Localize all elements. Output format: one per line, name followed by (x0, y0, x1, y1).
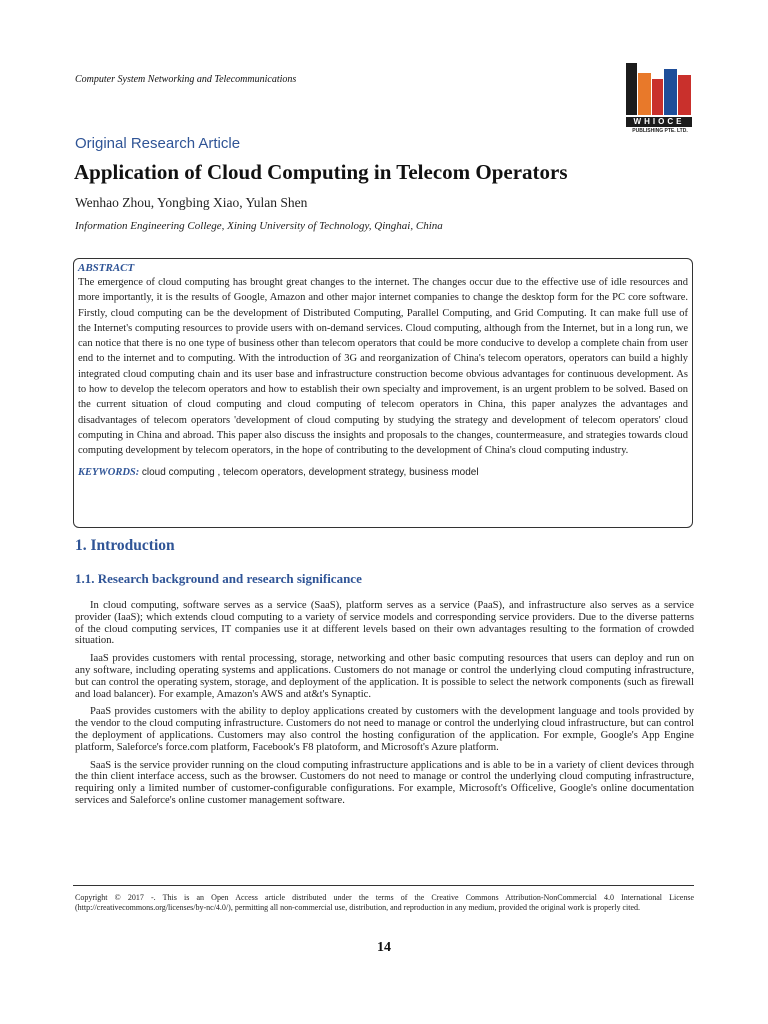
article-title: Application of Cloud Computing in Telecom Operators (74, 160, 568, 184)
paragraph: IaaS provides customers with rental processing, storage, networking and other basic computing resources that users can deploy and run on any software, including operating systems and applications. Customers do not manage or control the underlying cloud computing infrastructure, but can control the operating system, storage, and deployment of the application. It is possible to select the network components (such as firewall and load balancer). For example, Amazon's AWS and at&t's Synaptic. (75, 653, 694, 700)
section-heading-introduction: 1. Introduction (75, 537, 175, 554)
keywords (78, 466, 688, 479)
copyright-notice: Copyright © 2017 -. This is an Open Access article distributed under the terms of the Creative Commons Attribution-NonCommercial 4.0 International License (http://creativecommons.org/licenses/by-nc/4.0/), permitting all non-commercial use, distribution, and reproduction in any medium, provided the original work is properly cited. (75, 893, 694, 913)
subsection-heading: 1.1. Research background and research significance (75, 571, 362, 586)
paragraph: PaaS provides customers with the ability to deploy applications created by customers with the development language and tools provided by the vendor to the cloud computing infrastructure. Customers do not need to manage or control the underlying cloud infrastructure, but can control the deployment of applications. Customers may also control the hosting configuration of the application. For exmple, Google's App Engine platform, Saleforce's force.com platform, Facebook's F8 platoform, and Microsoft's Azure platform. (75, 706, 694, 753)
body-text (75, 600, 694, 813)
abstract-box (73, 258, 693, 528)
journal-name: Computer System Networking and Telecommunications (75, 74, 297, 85)
paragraph: SaaS is the service provider running on the cloud computing infrastructure applications and is able to be in a variety of client devices through the thin client interface access, such as the browser. Customers do not need to manage or control the underlying cloud computing infrastructure, requiring only a limited number of customer-configurable configurations. For example, Microsoft's Officelive, Google's online documentation services and Saleforce's online customer management software. (75, 759, 694, 806)
logo-name: WHIOCE (626, 117, 692, 127)
article-type: Original Research Article (75, 135, 241, 152)
page-number: 14 (377, 940, 391, 955)
paragraph: In cloud computing, software serves as a service (SaaS), platform serves as a service (PaaS), and infrastructure also serves as a service provider (IaaS); which extends cloud computing to a variety of service models and corresponding service providers. Due to the diverse patterns of the cloud computing services, IT companies use it at different levels based on their own advantages resulting to the formation of crowded situation. (75, 600, 694, 647)
footer-divider (73, 885, 694, 886)
abstract-text: The emergence of cloud computing has brought great changes to the internet. The changes occur due to the effective use of idle resources and more importantly, it is the results of Google, Amazon and other major internet companies to change the desktop form for the PC core software. Firstly, cloud computing can be the development of Distributed Computing, Parallel Computing, and Grid Computing. It can make full use of the Internet's computing resources to provide users with on-demand services. Cloud computing, although from the Internet, but in a long run, we can notice that there is no one type of business other than telecom operators that could be more conducive to develop a complete chain from user end to the internet and to computing. With the introduction of 3G and reorganization of China's telecom operators, operators can build a highly integrated cloud computing chain and its user base and infrastructure construction become obvious advantages for continuous development. As to how to develop the telecom operators and how to establish their own specialty and improvement, is an urgent problem to be solved. Based on the current situation of cloud computing and cloud computing of telecom operators in China, this paper analyzes the advantages and disadvantages of telecom operators 'development of cloud computing by studying the strategy and development of telecom operators' cloud computing in China and abroad. This paper also discuss the insights and proposals to the changes, countermeasure, and strategies towards cloud computing development by telecom operators, in the hope of contributing to the development of China's cloud computing industry. (78, 277, 688, 457)
keywords-text: cloud computing , telecom operators, development strategy, business model (141, 466, 479, 478)
affiliation: Information Engineering College, Xining University of Technology, Qinghai, China (75, 220, 443, 232)
authors: Wenhao Zhou, Yongbing Xiao, Yulan Shen (75, 195, 308, 210)
publisher-logo (622, 60, 698, 134)
logo-bars-icon (622, 60, 698, 115)
abstract-heading: ABSTRACT (78, 262, 135, 274)
logo-subtitle: PUBLISHING PTE. LTD. (632, 128, 688, 134)
keywords-label: KEYWORDS: (78, 466, 140, 478)
